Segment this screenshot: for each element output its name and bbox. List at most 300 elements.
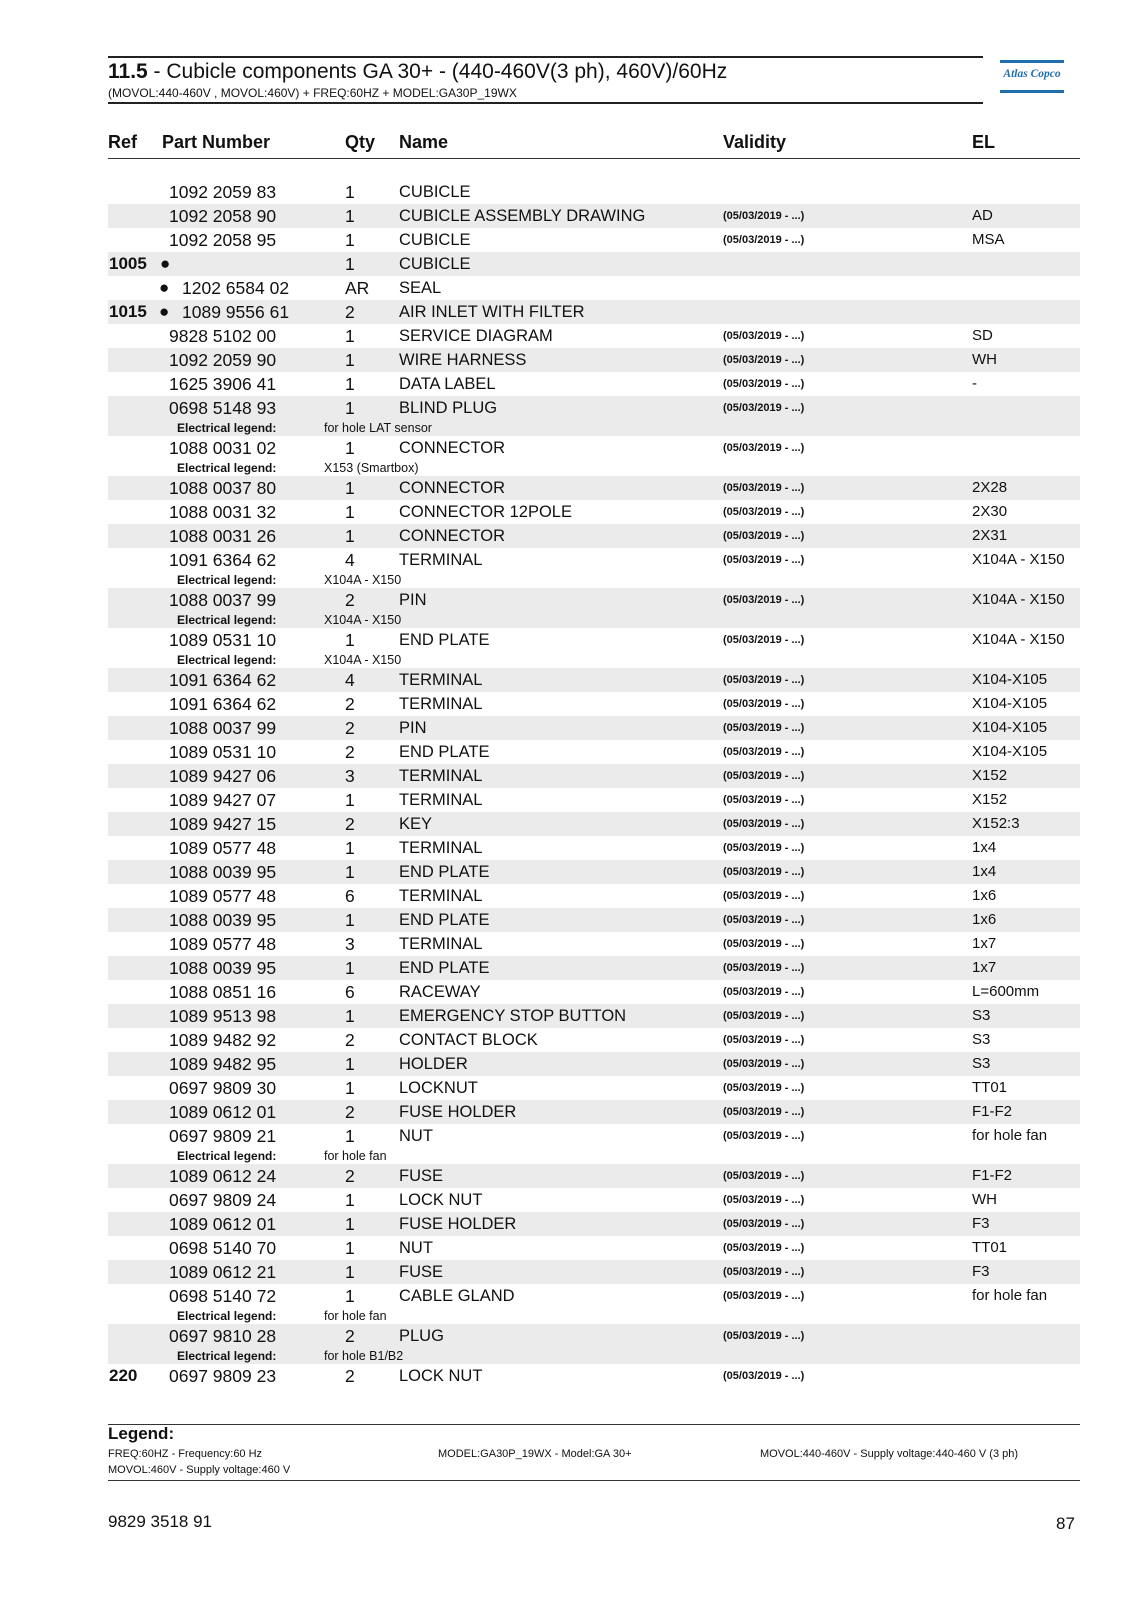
part-number: 1089 0612 01 — [169, 1214, 277, 1234]
table-row — [108, 372, 1080, 396]
header-divider — [108, 158, 1080, 159]
table-row — [108, 908, 1080, 932]
part-name: LOCK NUT — [399, 1191, 483, 1209]
quantity: 1 — [345, 254, 355, 274]
validity-date: (05/03/2019 - ...) — [723, 842, 805, 854]
quantity: 2 — [345, 1030, 355, 1050]
table-row — [108, 1004, 1080, 1028]
el-code: WH — [972, 1191, 997, 1208]
electrical-legend-row — [108, 1148, 1080, 1164]
validity-date: (05/03/2019 - ...) — [723, 722, 805, 734]
validity-date: (05/03/2019 - ...) — [723, 914, 805, 926]
electrical-legend-value: for hole B1/B2 — [324, 1349, 404, 1363]
legend-item: MOVOL:440-460V - Supply voltage:440-460 V (3 ph) — [760, 1448, 1019, 1460]
quantity: 1 — [345, 398, 355, 418]
el-code: S3 — [972, 1007, 991, 1024]
column-header-name: Name — [399, 132, 449, 152]
validity-date: (05/03/2019 - ...) — [723, 1370, 805, 1382]
table-row — [108, 276, 1080, 300]
quantity: 1 — [345, 862, 355, 882]
part-number: 1089 0612 21 — [169, 1262, 277, 1282]
validity-date: (05/03/2019 - ...) — [723, 1130, 805, 1142]
quantity: 1 — [345, 838, 355, 858]
table-row — [108, 932, 1080, 956]
part-name: TERMINAL — [399, 695, 483, 713]
part-name: LOCK NUT — [399, 1367, 483, 1385]
quantity: 1 — [345, 502, 355, 522]
el-code: 1x4 — [972, 839, 997, 856]
part-number: 0697 9809 30 — [169, 1078, 277, 1098]
logo-text: Atlas Copco — [1003, 68, 1061, 80]
part-name: NUT — [399, 1127, 433, 1145]
page-number: 87 — [1056, 1514, 1075, 1533]
validity-date: (05/03/2019 - ...) — [723, 1242, 805, 1254]
part-name: END PLATE — [399, 631, 490, 649]
el-code: 1x7 — [972, 959, 997, 976]
part-name: FUSE — [399, 1167, 444, 1185]
table-row — [108, 860, 1080, 884]
part-number: 1091 6364 62 — [169, 670, 277, 690]
part-name: END PLATE — [399, 863, 490, 881]
legend-item: MOVOL:460V - Supply voltage:460 V — [108, 1464, 291, 1476]
quantity: 1 — [345, 1078, 355, 1098]
part-name: CONNECTOR — [399, 439, 506, 457]
part-number: 1091 6364 62 — [169, 550, 277, 570]
part-number: 1092 2058 95 — [169, 230, 277, 250]
part-name: CONNECTOR — [399, 527, 506, 545]
part-name: FUSE — [399, 1263, 444, 1281]
validity-date: (05/03/2019 - ...) — [723, 1034, 805, 1046]
el-code: WH — [972, 351, 997, 368]
electrical-legend-row — [108, 1308, 1080, 1324]
validity-date: (05/03/2019 - ...) — [723, 482, 805, 494]
validity-date: (05/03/2019 - ...) — [723, 1266, 805, 1278]
quantity: 1 — [345, 350, 355, 370]
el-code: AD — [972, 207, 993, 224]
quantity: AR — [345, 278, 370, 298]
el-code: - — [972, 375, 977, 392]
quantity: 1 — [345, 206, 355, 226]
table-row — [108, 324, 1080, 348]
table-row — [108, 252, 1080, 276]
part-name: WIRE HARNESS — [399, 351, 527, 369]
quantity: 1 — [345, 230, 355, 250]
el-code: for hole fan — [972, 1127, 1048, 1144]
table-row — [108, 1284, 1080, 1308]
quantity: 3 — [345, 766, 355, 786]
table-row — [108, 524, 1080, 548]
table-row — [108, 668, 1080, 692]
validity-date: (05/03/2019 - ...) — [723, 506, 805, 518]
el-code: 1x4 — [972, 863, 997, 880]
table-row — [108, 1100, 1080, 1124]
el-code: F3 — [972, 1263, 990, 1280]
table-row — [108, 1364, 1080, 1388]
electrical-legend-label: Electrical legend: — [177, 1149, 277, 1163]
part-number: 1089 9427 06 — [169, 766, 277, 786]
table-row — [108, 812, 1080, 836]
ref-number: 220 — [109, 1366, 138, 1385]
part-name: CONTACT BLOCK — [399, 1031, 538, 1049]
validity-date: (05/03/2019 - ...) — [723, 866, 805, 878]
table-row — [108, 692, 1080, 716]
part-number: 1088 0037 80 — [169, 478, 277, 498]
logo-bar-bottom — [1000, 90, 1064, 93]
table-row — [108, 788, 1080, 812]
table-row — [108, 1188, 1080, 1212]
indent-bullet: ● — [159, 278, 170, 297]
table-row — [108, 1028, 1080, 1052]
part-number: 0698 5148 93 — [169, 398, 277, 418]
part-number: 1089 9482 95 — [169, 1054, 277, 1074]
page-subtitle: (MOVOL:440-460V , MOVOL:460V) + FREQ:60HZ + MODEL:GA30P_19WX — [108, 86, 517, 100]
electrical-legend-label: Electrical legend: — [177, 461, 277, 475]
part-name: CUBICLE ASSEMBLY DRAWING — [399, 207, 646, 225]
quantity: 1 — [345, 1190, 355, 1210]
quantity: 1 — [345, 478, 355, 498]
el-code: 2X28 — [972, 479, 1008, 496]
part-number: 1089 0612 24 — [169, 1166, 277, 1186]
quantity: 2 — [345, 302, 355, 322]
quantity: 1 — [345, 1286, 355, 1306]
quantity: 1 — [345, 790, 355, 810]
part-number: 0698 5140 72 — [169, 1286, 277, 1306]
validity-date: (05/03/2019 - ...) — [723, 986, 805, 998]
part-name: TERMINAL — [399, 887, 483, 905]
part-name: PIN — [399, 719, 427, 737]
quantity: 2 — [345, 718, 355, 738]
table-row — [108, 348, 1080, 372]
part-name: KEY — [399, 815, 433, 833]
part-name: AIR INLET WITH FILTER — [399, 303, 585, 321]
el-code: X104A - X150 — [972, 591, 1065, 608]
legend-divider — [108, 1424, 1080, 1425]
quantity: 2 — [345, 742, 355, 762]
el-code: X104-X105 — [972, 695, 1048, 712]
part-name: FUSE HOLDER — [399, 1215, 517, 1233]
part-name: TERMINAL — [399, 839, 483, 857]
el-code: X104-X105 — [972, 671, 1048, 688]
validity-date: (05/03/2019 - ...) — [723, 1106, 805, 1118]
part-name: END PLATE — [399, 911, 490, 929]
el-code: X104A - X150 — [972, 551, 1065, 568]
electrical-legend-value: for hole fan — [324, 1309, 387, 1323]
electrical-legend-row — [108, 572, 1080, 588]
validity-date: (05/03/2019 - ...) — [723, 378, 805, 390]
validity-date: (05/03/2019 - ...) — [723, 770, 805, 782]
el-code: MSA — [972, 231, 1005, 248]
atlas-copco-logo — [1000, 60, 1064, 94]
legend-title: Legend: — [108, 1424, 175, 1443]
validity-date: (05/03/2019 - ...) — [723, 210, 805, 222]
el-code: 2X31 — [972, 527, 1008, 544]
table-row — [108, 628, 1080, 652]
quantity: 1 — [345, 1054, 355, 1074]
part-name: CUBICLE — [399, 231, 471, 249]
part-number: 0698 5140 70 — [169, 1238, 277, 1258]
table-row — [108, 548, 1080, 572]
footer-divider — [108, 1480, 1080, 1481]
el-code: S3 — [972, 1055, 991, 1072]
el-code: S3 — [972, 1031, 991, 1048]
part-name: NUT — [399, 1239, 433, 1257]
el-code: F3 — [972, 1215, 990, 1232]
quantity: 3 — [345, 934, 355, 954]
part-name: TERMINAL — [399, 791, 483, 809]
quantity: 1 — [345, 1126, 355, 1146]
validity-date: (05/03/2019 - ...) — [723, 674, 805, 686]
el-code: TT01 — [972, 1239, 1008, 1256]
validity-date: (05/03/2019 - ...) — [723, 530, 805, 542]
part-name: SERVICE DIAGRAM — [399, 327, 553, 345]
part-number: 1092 2059 90 — [169, 350, 277, 370]
part-name: BLIND PLUG — [399, 399, 498, 417]
el-code: X152:3 — [972, 815, 1020, 832]
table-row — [108, 204, 1080, 228]
el-code: L=600mm — [972, 983, 1040, 1000]
quantity: 6 — [345, 886, 355, 906]
table-row — [108, 1260, 1080, 1284]
table-row — [108, 1324, 1080, 1348]
section-title: - Cubicle components GA 30+ - (440-460V(3 ph), 460V)/60Hz — [147, 60, 728, 83]
part-number: 1089 0577 48 — [169, 934, 277, 954]
table-row — [108, 1236, 1080, 1260]
part-number: 1089 0577 48 — [169, 886, 277, 906]
quantity: 4 — [345, 550, 355, 570]
part-name: TERMINAL — [399, 935, 483, 953]
part-number: 1089 9427 15 — [169, 814, 277, 834]
quantity: 2 — [345, 1102, 355, 1122]
table-row — [108, 1052, 1080, 1076]
validity-date: (05/03/2019 - ...) — [723, 746, 805, 758]
part-name: END PLATE — [399, 743, 490, 761]
validity-date: (05/03/2019 - ...) — [723, 818, 805, 830]
validity-date: (05/03/2019 - ...) — [723, 698, 805, 710]
validity-date: (05/03/2019 - ...) — [723, 354, 805, 366]
table-row — [108, 228, 1080, 252]
validity-date: (05/03/2019 - ...) — [723, 1194, 805, 1206]
table-row — [108, 500, 1080, 524]
electrical-legend-value: X104A - X150 — [324, 573, 402, 587]
part-number: 0697 9809 24 — [169, 1190, 277, 1210]
part-number: 1092 2058 90 — [169, 206, 277, 226]
part-name: DATA LABEL — [399, 375, 496, 393]
el-code: for hole fan — [972, 1287, 1048, 1304]
part-name: PLUG — [399, 1327, 444, 1345]
validity-date: (05/03/2019 - ...) — [723, 330, 805, 342]
quantity: 2 — [345, 1366, 355, 1386]
validity-date: (05/03/2019 - ...) — [723, 1330, 805, 1342]
validity-date: (05/03/2019 - ...) — [723, 1170, 805, 1182]
el-code: 1x7 — [972, 935, 997, 952]
quantity: 2 — [345, 590, 355, 610]
electrical-legend-value: X153 (Smartbox) — [324, 461, 419, 475]
part-number: 1089 9427 07 — [169, 790, 277, 810]
electrical-legend-label: Electrical legend: — [177, 1309, 277, 1323]
electrical-legend-label: Electrical legend: — [177, 653, 277, 667]
validity-date: (05/03/2019 - ...) — [723, 442, 805, 454]
part-name: RACEWAY — [399, 983, 481, 1001]
electrical-legend-label: Electrical legend: — [177, 421, 277, 435]
electrical-legend-row — [108, 460, 1080, 476]
el-code: X104-X105 — [972, 743, 1048, 760]
validity-date: (05/03/2019 - ...) — [723, 1218, 805, 1230]
el-code: X152 — [972, 767, 1008, 784]
part-name: TERMINAL — [399, 767, 483, 785]
part-number: 1088 0031 26 — [169, 526, 277, 546]
part-number: 0697 9809 21 — [169, 1126, 277, 1146]
table-row — [108, 980, 1080, 1004]
table-row — [108, 884, 1080, 908]
quantity: 6 — [345, 982, 355, 1002]
part-number: 1091 6364 62 — [169, 694, 277, 714]
table-row — [108, 764, 1080, 788]
validity-date: (05/03/2019 - ...) — [723, 1058, 805, 1070]
electrical-legend-label: Electrical legend: — [177, 1349, 277, 1363]
quantity: 2 — [345, 694, 355, 714]
part-number: 1089 0577 48 — [169, 838, 277, 858]
electrical-legend-row — [108, 652, 1080, 668]
part-number: 1089 0531 10 — [169, 742, 277, 762]
quantity: 1 — [345, 182, 355, 202]
part-number: 1088 0039 95 — [169, 910, 277, 930]
table-row — [108, 836, 1080, 860]
table-row — [108, 740, 1080, 764]
quantity: 2 — [345, 1166, 355, 1186]
page-title — [108, 60, 727, 84]
part-name: CUBICLE — [399, 255, 471, 273]
table-row — [108, 588, 1080, 612]
el-code: X104A - X150 — [972, 631, 1065, 648]
table-row — [108, 1124, 1080, 1148]
table-row — [108, 1076, 1080, 1100]
electrical-legend-row — [108, 420, 1080, 436]
column-header-part-number: Part Number — [162, 132, 271, 152]
table-row — [108, 1164, 1080, 1188]
indent-bullet: ● — [159, 302, 170, 321]
quantity: 1 — [345, 910, 355, 930]
quantity: 1 — [345, 326, 355, 346]
el-code: F1-F2 — [972, 1167, 1013, 1184]
electrical-legend-label: Electrical legend: — [177, 613, 277, 627]
part-name: EMERGENCY STOP BUTTON — [399, 1007, 627, 1025]
part-number: 0697 9810 28 — [169, 1326, 277, 1346]
part-name: PIN — [399, 591, 427, 609]
indent-bullet: ● — [160, 254, 171, 273]
part-number: 1088 0039 95 — [169, 958, 277, 978]
table-row — [108, 476, 1080, 500]
part-name: SEAL — [399, 279, 442, 297]
part-number: 1089 9513 98 — [169, 1006, 277, 1026]
table-row — [108, 956, 1080, 980]
quantity: 1 — [345, 438, 355, 458]
part-name: FUSE HOLDER — [399, 1103, 517, 1121]
table-row — [108, 300, 1080, 324]
el-code: X104-X105 — [972, 719, 1048, 736]
quantity: 1 — [345, 1238, 355, 1258]
column-header-qty: Qty — [345, 132, 376, 152]
quantity: 4 — [345, 670, 355, 690]
part-name: LOCKNUT — [399, 1079, 478, 1097]
validity-date: (05/03/2019 - ...) — [723, 402, 805, 414]
validity-date: (05/03/2019 - ...) — [723, 1082, 805, 1094]
part-number: 1088 0037 99 — [169, 718, 277, 738]
part-number: 1089 0612 01 — [169, 1102, 277, 1122]
legend-item: FREQ:60HZ - Frequency:60 Hz — [108, 1448, 263, 1460]
quantity: 1 — [345, 958, 355, 978]
validity-date: (05/03/2019 - ...) — [723, 634, 805, 646]
part-name: CUBICLE — [399, 183, 471, 201]
ref-number: 1005 — [109, 254, 147, 273]
validity-date: (05/03/2019 - ...) — [723, 794, 805, 806]
page-header — [108, 56, 983, 104]
quantity: 1 — [345, 1006, 355, 1026]
part-name: END PLATE — [399, 959, 490, 977]
section-number: 11.5 — [108, 60, 148, 83]
column-header-ref: Ref — [108, 132, 138, 152]
validity-date: (05/03/2019 - ...) — [723, 890, 805, 902]
part-number: 1088 0037 99 — [169, 590, 277, 610]
part-number: 0697 9809 23 — [169, 1366, 277, 1386]
part-number: 1625 3906 41 — [169, 374, 277, 394]
part-number: 9828 5102 00 — [169, 326, 277, 346]
part-number: 1092 2059 83 — [169, 182, 277, 202]
validity-date: (05/03/2019 - ...) — [723, 554, 805, 566]
part-name: TERMINAL — [399, 671, 483, 689]
legend-item: MODEL:GA30P_19WX - Model:GA 30+ — [438, 1448, 632, 1460]
quantity: 1 — [345, 374, 355, 394]
el-code: SD — [972, 327, 993, 344]
electrical-legend-row — [108, 1348, 1080, 1364]
logo-bar-top — [1000, 60, 1064, 63]
electrical-legend-label: Electrical legend: — [177, 573, 277, 587]
part-name: CONNECTOR 12POLE — [399, 503, 572, 521]
electrical-legend-value: for hole LAT sensor — [324, 421, 432, 435]
table-row — [108, 1212, 1080, 1236]
validity-date: (05/03/2019 - ...) — [723, 1010, 805, 1022]
electrical-legend-value: X104A - X150 — [324, 613, 402, 627]
electrical-legend-value: for hole fan — [324, 1149, 387, 1163]
table-row — [108, 436, 1080, 460]
part-number: 1089 9556 61 — [182, 302, 290, 322]
el-code: F1-F2 — [972, 1103, 1013, 1120]
part-name: CONNECTOR — [399, 479, 506, 497]
part-name: CABLE GLAND — [399, 1287, 515, 1305]
el-code: TT01 — [972, 1079, 1008, 1096]
quantity: 1 — [345, 526, 355, 546]
electrical-legend-value: X104A - X150 — [324, 653, 402, 667]
validity-date: (05/03/2019 - ...) — [723, 594, 805, 606]
quantity: 2 — [345, 1326, 355, 1346]
quantity: 2 — [345, 814, 355, 834]
el-code: 2X30 — [972, 503, 1008, 520]
part-number: 1089 0531 10 — [169, 630, 277, 650]
el-code: X152 — [972, 791, 1008, 808]
part-name: TERMINAL — [399, 551, 483, 569]
validity-date: (05/03/2019 - ...) — [723, 1290, 805, 1302]
validity-date: (05/03/2019 - ...) — [723, 962, 805, 974]
el-code: 1x6 — [972, 911, 997, 928]
validity-date: (05/03/2019 - ...) — [723, 234, 805, 246]
part-number: 1202 6584 02 — [182, 278, 290, 298]
column-header-el: EL — [972, 132, 996, 152]
part-number: 1088 0039 95 — [169, 862, 277, 882]
document-number: 9829 3518 91 — [108, 1512, 212, 1531]
part-number: 1088 0851 16 — [169, 982, 277, 1002]
table-row — [108, 716, 1080, 740]
column-header-validity: Validity — [723, 132, 787, 152]
part-number: 1088 0031 02 — [169, 438, 277, 458]
